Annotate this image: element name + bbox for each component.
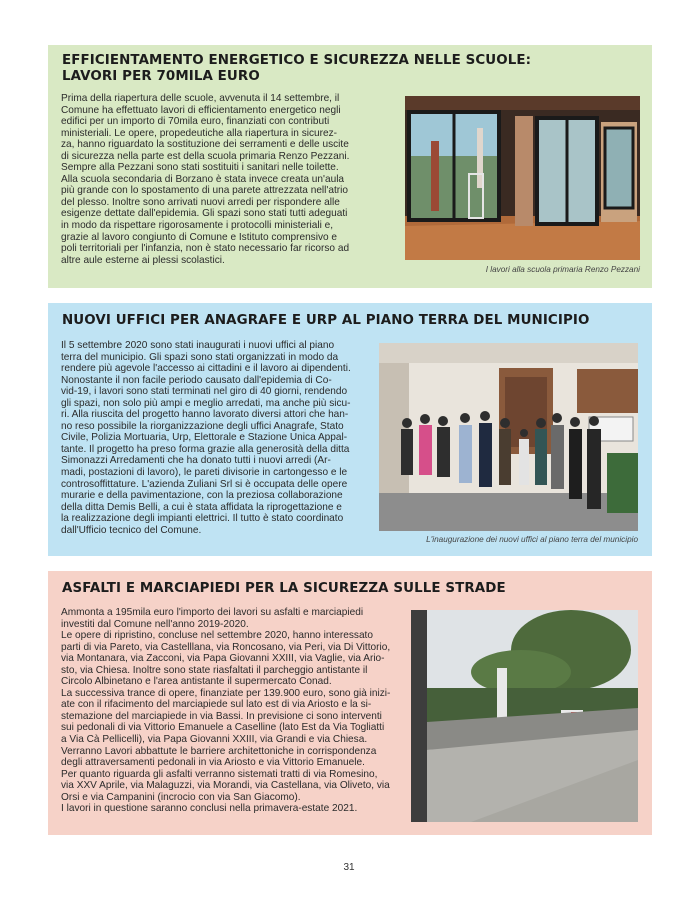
- section-body: Il 5 settembre 2020 sono stati inaugurati i nuovi uffici al piano terra del municipio. Gli spazi sono stati organizzati in modo da rendere più agevole l'accesso ai cittadini e il lavoro ai dipendenti. Nonostante il non facile periodo causato dall'epidemia di Co- vid-19, i lavori sono stati terminati nel giro di 40 giorni, rendendo gli spazi, non solo più ampi e meglio arredati, ma anche più sicu- ri. Alla riuscita del progetto hanno lavorato diversi attori che han- no reso possibile la riorganizzazione degli uffici Anagrafe, Stato Civile, Polizia Mortuaria, Urp, Elettorale e Stazione Unica Appal- tante. Il progetto ha preso forma grazie alla generosità della ditta Simonazzi Arredamenti che ha donato tutti i nuovi arredi (Ar- madi, postazioni di lavoro), le pareti divisorie in cartongesso e le controsoffittature. L'azienda Zuliani Srl si è occupata delle opere murarie e della pavimentazione, con la preziosa collaborazione della ditta Demis Belli, a cui è stata affidata la riprogettazione e la realizzazione degli impianti elettrici. Il tutto è stato coordinato dall'Ufficio tecnico del Comune.: [61, 340, 351, 536]
- school-window-photo: [405, 96, 640, 260]
- photo-caption: I lavori alla scuola primaria Renzo Pezzani: [485, 265, 640, 274]
- section-asphalt-sidewalks: [48, 571, 652, 835]
- section-title: ASFALTI E MARCIAPIEDI PER LA SICUREZZA SULLE STRADE: [62, 581, 506, 596]
- photo-caption: L'inaugurazione dei nuovi uffici al piano terra del municipio: [426, 535, 638, 544]
- inauguration-photo: [379, 343, 638, 531]
- page-number: 31: [343, 862, 355, 873]
- sidewalk-photo: [411, 610, 638, 822]
- section-title: NUOVI UFFICI PER ANAGRAFE E URP AL PIANO TERRA DEL MUNICIPIO: [62, 313, 590, 328]
- section-school-works: [48, 45, 652, 288]
- section-new-offices: [48, 303, 652, 556]
- section-body: Prima della riapertura delle scuole, avvenuta il 14 settembre, il Comune ha effettuato lavori di efficientamento energetico negli edifici per un importo di 70mila euro, finanziati con contributi ministeriali. Le opere, propedeutiche alla riapertura in sicurez- za, hanno riguardato la sostituzione dei serramenti e delle uscite di sicurezza nella parte est della scuola primaria Renzo Pezzani. Sempre alla Pezzani sono stati sostituiti i sanitari nelle toilette. Alla scuola secondaria di Borzano è stata invece creata un'aula più grande con lo spostamento di una parete attrezzata nell'atrio del plesso. Inoltre sono arrivati nuovi arredi per rispondere alle esigenze dettate dall'epidemia. Gli spazi sono stati tutti adeguati in modo da rispettare rigorosamente i protocolli ministeriali e, grazie al lavoro congiunto di Comune e Istituto comprensivo e poli territoriali per l'infanzia, non è stato necessario far ricorso ad altre aule esterne ai plessi scolastici.: [61, 93, 350, 266]
- section-body: Ammonta a 195mila euro l'importo dei lavori su asfalti e marciapiedi investiti dal Comune nell'anno 2019-2020. Le opere di ripristino, concluse nel settembre 2020, hanno interessato parti di via Pareto, via Castelllana, via Roncosano, via Peri, via Di Vittorio, via Montanara, via Zacconi, via Papa Giovanni XXIII, via Vaglie, via Ario- sto, via Chiesa. Inoltre sono state riasfaltati il parcheggio antistante il Circolo Albinetano e l'area antistante il supermercato Conad. La successiva trance di opere, finanziate per 139.900 euro, sono già inizi- ate con il rifacimento del marciapiede sul lato est di via Ariosto e la si- stemazione del marciapiede in via Bassi. In previsione ci sono interventi sui pedonali di via Vittorio Emanuele a Caselline (lato Est da Via Togliatti a Via Cà Pellicelli), via Papa Giovanni XXIII, via Grandi e via Chiesa. Verranno Lavori abbattute le barriere architettoniche in corrispondenza degli attraversamenti pedonali in via Ariosto e via Vittorio Emanuele. Per quanto riguarda gli asfalti verranno sistemati tratti di via Romesino, via XXV Aprile, via Malaguzzi, via Morandi, via Castellana, via Oliveto, via Orsi e via Campanini (incrocio con via San Giacomo). I lavori in questione saranno conclusi nella primavera-estate 2021.: [61, 607, 391, 815]
- section-title: EFFICIENTAMENTO ENERGETICO E SICUREZZA NELLE SCUOLE: LAVORI PER 70MILA EURO: [62, 53, 532, 84]
